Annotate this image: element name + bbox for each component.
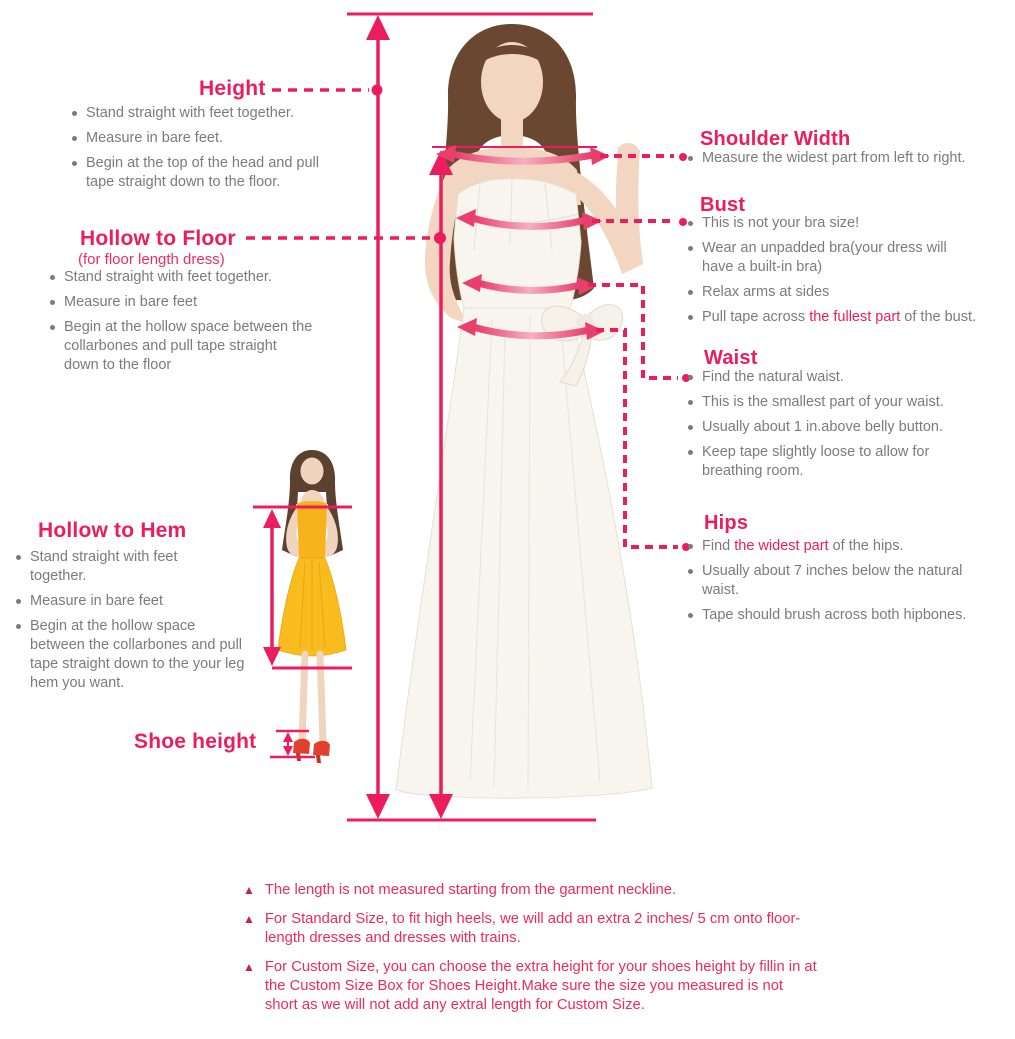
- bullet-dot-icon: [688, 156, 693, 161]
- list-item: Keep tape slightly loose to allow for breathing room.: [688, 443, 998, 481]
- hollow-to-floor-title: Hollow to Floor: [80, 227, 236, 250]
- bust-bullets: [688, 214, 1013, 333]
- hollow-to-floor-subtitle: (for floor length dress): [78, 251, 225, 268]
- bullet-dot-icon: [688, 221, 693, 226]
- list-item: Usually about 7 inches below the natural waist.: [688, 562, 1008, 600]
- hips-widest-part-bullet: Find the widest part of the hips.: [702, 538, 904, 554]
- list-item: [688, 537, 1008, 556]
- hips-title: Hips: [704, 512, 749, 534]
- height-bullets: [72, 104, 352, 198]
- shoe-height-title: Shoe height: [134, 730, 257, 753]
- bullet-dot-icon: [16, 599, 21, 604]
- waist-title: Waist: [704, 347, 758, 369]
- bullet-dot-icon: [688, 544, 693, 549]
- small-model-shoes: [293, 739, 330, 763]
- small-model-face: [301, 458, 324, 485]
- warning-triangle-icon: ▲: [243, 912, 255, 926]
- main-model-dress-skirt: [396, 308, 652, 798]
- bullet-dot-icon: [72, 161, 77, 166]
- list-item: Begin at the top of the head and pull tape straight down to the floor.: [72, 154, 352, 192]
- bullet-dot-icon: [16, 624, 21, 629]
- list-item: Measure the widest part from left to right.: [688, 149, 1013, 168]
- list-item: This is the smallest part of your waist.: [688, 393, 998, 412]
- bullet-dot-icon: [50, 275, 55, 280]
- list-item: Wear an unpadded bra(your dress will have a built-in bra): [688, 239, 1013, 277]
- bullet-dot-icon: [688, 569, 693, 574]
- height-title: Height: [199, 77, 266, 100]
- note-item: [243, 910, 818, 948]
- bullet-dot-icon: [688, 375, 693, 380]
- list-item: Relax arms at sides: [688, 283, 1013, 302]
- hollow-to-hem-bullets: [16, 548, 266, 699]
- note-item: [243, 958, 818, 1015]
- bust-fullest-part-bullet: Pull tape across the fullest part of the bust.: [702, 309, 977, 325]
- bullet-dot-icon: [50, 325, 55, 330]
- bullet-dot-icon: [688, 613, 693, 618]
- note-text: For Standard Size, to fit high heels, we will add an extra 2 inches/ 5 cm onto floor-length dresses and dresses with trains.: [264, 911, 801, 946]
- bullet-dot-icon: [16, 555, 21, 560]
- warning-triangle-icon: ▲: [243, 960, 255, 974]
- bullet-dot-icon: [72, 111, 77, 116]
- list-item: Measure in bare feet.: [72, 129, 352, 148]
- bullet-dot-icon: [688, 425, 693, 430]
- bullet-dot-icon: [688, 315, 693, 320]
- bullet-dot-icon: [688, 450, 693, 455]
- shoulder-width-title: Shoulder Width: [700, 128, 851, 150]
- list-item: Tape should brush across both hipbones.: [688, 606, 1008, 625]
- list-item: Stand straight with feet together.: [72, 104, 352, 123]
- bullet-dot-icon: [688, 400, 693, 405]
- warning-triangle-icon: ▲: [243, 883, 255, 897]
- main-model-illustration: [396, 24, 652, 798]
- note-text: The length is not measured starting from the garment neckline.: [264, 882, 677, 898]
- list-item: [688, 308, 1013, 327]
- hollow-to-floor-bullets: [50, 268, 340, 381]
- list-item: Begin at the hollow space between the collarbones and pull tape straight down to the your leg hem you want.: [16, 617, 266, 693]
- bullet-dot-icon: [72, 136, 77, 141]
- bullet-dot-icon: [50, 300, 55, 305]
- list-item: Measure in bare feet: [16, 592, 266, 611]
- note-item: [243, 881, 818, 900]
- bullet-dot-icon: [688, 246, 693, 251]
- small-model-illustration: [278, 450, 346, 763]
- hollow-to-hem-title: Hollow to Hem: [38, 519, 187, 542]
- list-item: Find the natural waist.: [688, 368, 998, 387]
- list-item: Stand straight with feet together.: [50, 268, 340, 287]
- note-text: For Custom Size, you can choose the extra height for your shoes height by fillin in at the Custom Size Box for Shoes Height.Make sure the size you measured is not short as we will not add any extral length for Custom Size.: [264, 959, 817, 1013]
- list-item: Begin at the hollow space between the collarbones and pull tape straight down to the floor: [50, 318, 340, 375]
- shoulder-width-bullets: [688, 149, 1013, 174]
- bust-title: Bust: [700, 194, 746, 216]
- waist-bullets: [688, 368, 998, 487]
- list-item: This is not your bra size!: [688, 214, 1013, 233]
- hips-bullets: [688, 537, 1008, 631]
- small-model-dress-top: [297, 501, 327, 558]
- bullet-dot-icon: [688, 290, 693, 295]
- notes-list: [243, 881, 818, 1025]
- list-item: Measure in bare feet: [50, 293, 340, 312]
- list-item: Stand straight with feet together.: [16, 548, 266, 586]
- list-item: Usually about 1 in.above belly button.: [688, 418, 998, 437]
